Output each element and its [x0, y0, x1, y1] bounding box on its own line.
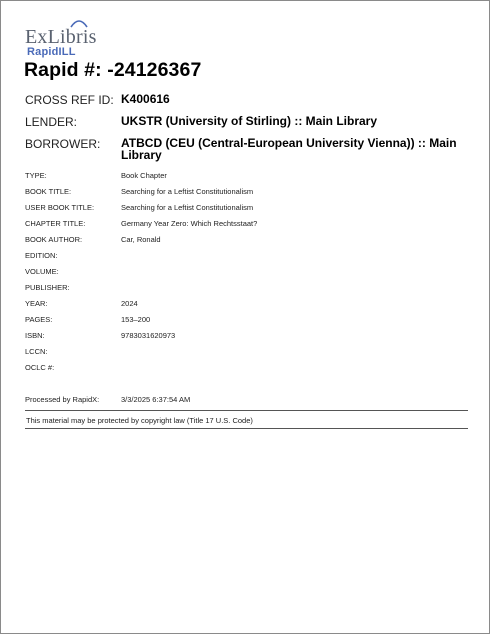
processed-value: 3/3/2025 6:37:54 AM	[121, 395, 191, 404]
detail-value: Car, Ronald	[121, 235, 161, 244]
lender-value: UKSTR (University of Stirling) :: Main Library	[121, 114, 378, 128]
detail-value: Searching for a Leftist Constitutionalism	[121, 203, 254, 212]
logo-brand: ExLibris	[25, 26, 97, 48]
borrower-value: ATBCD (CEU (Central-European University Vienna)) :: Main Library	[121, 136, 457, 162]
detail-label: EDITION:	[25, 251, 58, 260]
cross-ref-label: CROSS REF ID:	[25, 93, 114, 107]
detail-value: Book Chapter	[121, 171, 167, 180]
processed-label: Processed by RapidX:	[25, 395, 100, 404]
detail-label: YEAR:	[25, 299, 48, 308]
detail-label: BOOK TITLE:	[25, 187, 72, 196]
logo-arc-icon	[70, 18, 88, 28]
detail-value: Searching for a Leftist Constitutionalism	[121, 187, 254, 196]
borrower-label: BORROWER:	[25, 137, 101, 151]
detail-value: 9783031620973	[121, 331, 176, 340]
detail-label: BOOK AUTHOR:	[25, 235, 83, 244]
detail-label: CHAPTER TITLE:	[25, 219, 86, 228]
copyright-notice: This material may be protected by copyright law (Title 17 U.S. Code)	[26, 416, 253, 425]
rapid-number-title: Rapid #: -24126367	[24, 59, 202, 81]
cross-ref-value: K400616	[121, 92, 170, 106]
bottom-divider	[25, 428, 468, 429]
exlibris-logo	[25, 27, 97, 58]
lender-label: LENDER:	[25, 115, 78, 129]
detail-label: USER BOOK TITLE:	[25, 203, 95, 212]
detail-label: VOLUME:	[25, 267, 59, 276]
detail-label: PUBLISHER:	[25, 283, 70, 292]
detail-label: OCLC #:	[25, 363, 55, 372]
detail-label: TYPE:	[25, 171, 47, 180]
detail-label: LCCN:	[25, 347, 48, 356]
detail-value: Germany Year Zero: Which Rechtsstaat?	[121, 219, 258, 228]
detail-label: ISBN:	[25, 331, 45, 340]
detail-value: 2024	[121, 299, 138, 308]
detail-label: PAGES:	[25, 315, 53, 324]
top-divider	[25, 410, 468, 411]
logo-product: RapidILL	[27, 46, 76, 58]
detail-value: 153–200	[121, 315, 151, 324]
